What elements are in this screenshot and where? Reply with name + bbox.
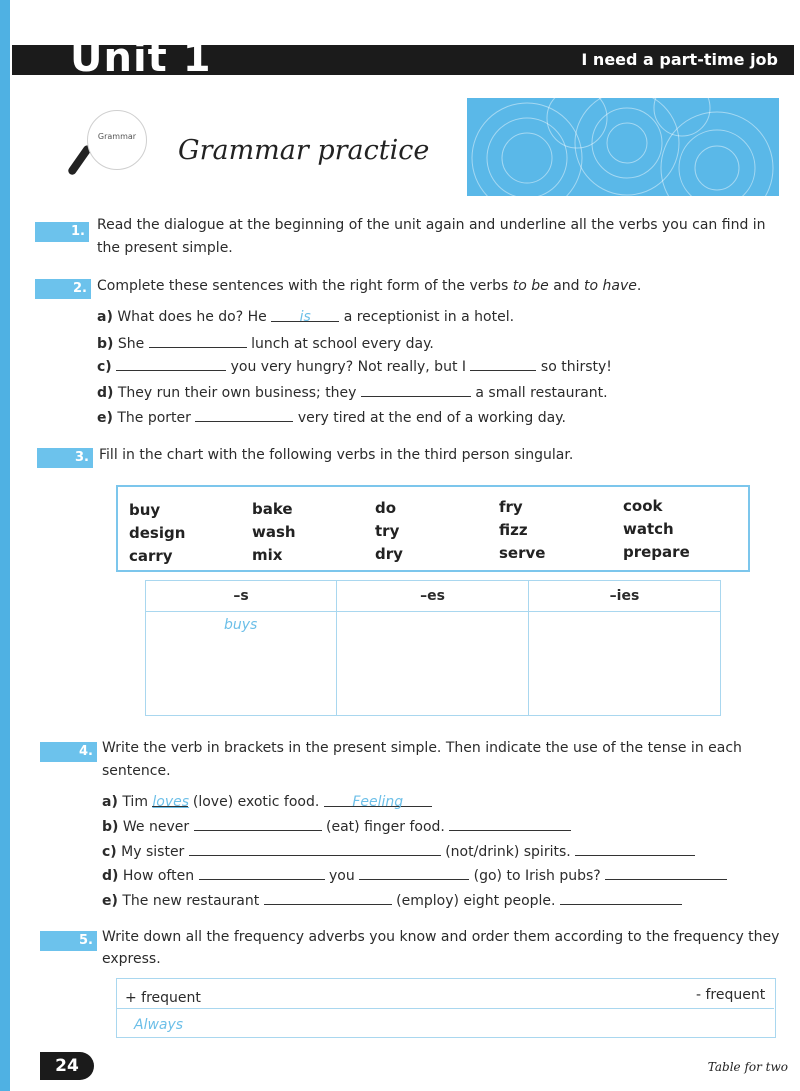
answer-blank[interactable] (361, 382, 471, 397)
exercise-2-item-b: b) She lunch at school every day. (97, 333, 434, 354)
verb-word: cook (623, 497, 663, 515)
verb-word: serve (499, 544, 546, 562)
verb-word: mix (252, 546, 283, 564)
use-blank[interactable] (449, 816, 571, 831)
frequency-example-answer: Always (134, 1017, 184, 1033)
handwritten-answer: is (299, 309, 311, 325)
exercise-4-number: 4. (40, 742, 97, 762)
exercise-4-item-e: e) The new restaurant (employ) eight people. (102, 890, 682, 911)
verb-word: watch (623, 520, 674, 538)
verb-word: do (375, 499, 397, 517)
unit-title: Unit 1 (70, 35, 212, 81)
verb-chart (145, 580, 721, 716)
exercise-2-item-d: d) They run their own business; they a small restaurant. (97, 382, 608, 403)
use-blank[interactable] (560, 890, 682, 905)
chart-header-es: –es (337, 581, 528, 612)
chart-header-ies: –ies (529, 581, 720, 612)
handwritten-use: Feeling (352, 794, 404, 810)
verb-word: wash (252, 523, 296, 541)
verb-word: dry (375, 545, 403, 563)
frequency-low-label: - frequent (696, 987, 766, 1003)
answer-blank[interactable] (359, 865, 469, 880)
exercise-4-item-d: d) How often you (go) to Irish pubs? (102, 865, 727, 886)
exercise-1-number: 1. (35, 222, 89, 242)
use-blank[interactable] (605, 865, 727, 880)
exercise-1-text-line2: the present simple. (97, 240, 233, 256)
exercise-5-text-line1: Write down all the frequency adverbs you know and order them according to the frequency they (102, 929, 780, 945)
left-accent-bar (0, 0, 10, 1091)
use-blank[interactable] (575, 841, 695, 856)
exercise-4-text-line1: Write the verb in brackets in the present simple. Then indicate the use of the tense in each (102, 740, 742, 756)
exercise-2-item-e: e) The porter very tired at the end of a working day. (97, 407, 566, 428)
verb-to-be: to be (512, 278, 549, 294)
verb-word: try (375, 522, 400, 540)
exercise-2-item-a: a) What does he do? He is a receptionist in a hotel. (97, 309, 515, 325)
page-number: 24 (40, 1052, 94, 1080)
book-title-footer: Table for two (707, 1060, 788, 1074)
exercise-1-text-line1: Read the dialogue at the beginning of the unit again and underline all the verbs you can find in (97, 217, 766, 233)
exercise-2-item-c: c) you very hungry? Not really, but I so thirsty! (97, 356, 612, 377)
verb-word: carry (129, 547, 173, 565)
exercise-4-item-b: b) We never (eat) finger food. (102, 816, 571, 837)
verb-word: fizz (499, 521, 528, 539)
exercise-4-item-a: a) Tim loves (love) exotic food. Feeling (102, 792, 432, 812)
verb-word: buy (129, 501, 161, 519)
verb-word: bake (252, 500, 293, 518)
exercise-3-text: Fill in the chart with the following verbs in the third person singular. (99, 447, 574, 463)
exercise-4-text-line2: sentence. (102, 763, 171, 779)
chart-example-answer: buys (224, 617, 258, 633)
answer-blank[interactable] (264, 890, 392, 905)
chart-header-s: –s (146, 581, 336, 612)
header-subtitle: I need a part-time job (581, 50, 778, 69)
verb-to-have: to have (584, 278, 637, 294)
circle-pattern-graphic (467, 98, 779, 196)
answer-blank[interactable] (271, 307, 339, 325)
verb-word: fry (499, 498, 523, 516)
exercise-2-number: 2. (35, 279, 91, 299)
answer-blank[interactable] (195, 407, 293, 422)
exercise-4-item-c: c) My sister (not/drink) spirits. (102, 841, 695, 862)
answer-blank[interactable] (199, 865, 325, 880)
verb-word: design (129, 524, 186, 542)
answer-blank[interactable] (194, 816, 322, 831)
answer-blank[interactable] (149, 333, 247, 348)
exercise-5-number: 5. (40, 931, 97, 951)
frequency-high-label: + frequent (125, 990, 201, 1006)
exercise-3-number: 3. (37, 448, 93, 468)
exercise-2-instruction: Complete these sentences with the right form of the verbs to be and to have. (97, 278, 642, 294)
answer-blank[interactable] (152, 792, 190, 810)
exercise-5-text-line2: express. (102, 951, 161, 967)
handwritten-answer: loves (152, 794, 190, 810)
answer-blank[interactable] (116, 356, 226, 371)
decorative-pattern (467, 98, 779, 196)
section-title: Grammar practice (178, 135, 430, 166)
verb-word: prepare (623, 543, 690, 561)
answer-blank[interactable] (470, 356, 536, 371)
verb-list-box (116, 485, 750, 572)
answer-blank[interactable] (189, 841, 441, 856)
use-blank[interactable] (324, 792, 432, 810)
grammar-badge: Grammar (97, 132, 137, 141)
frequency-answer-row[interactable] (116, 1009, 774, 1036)
